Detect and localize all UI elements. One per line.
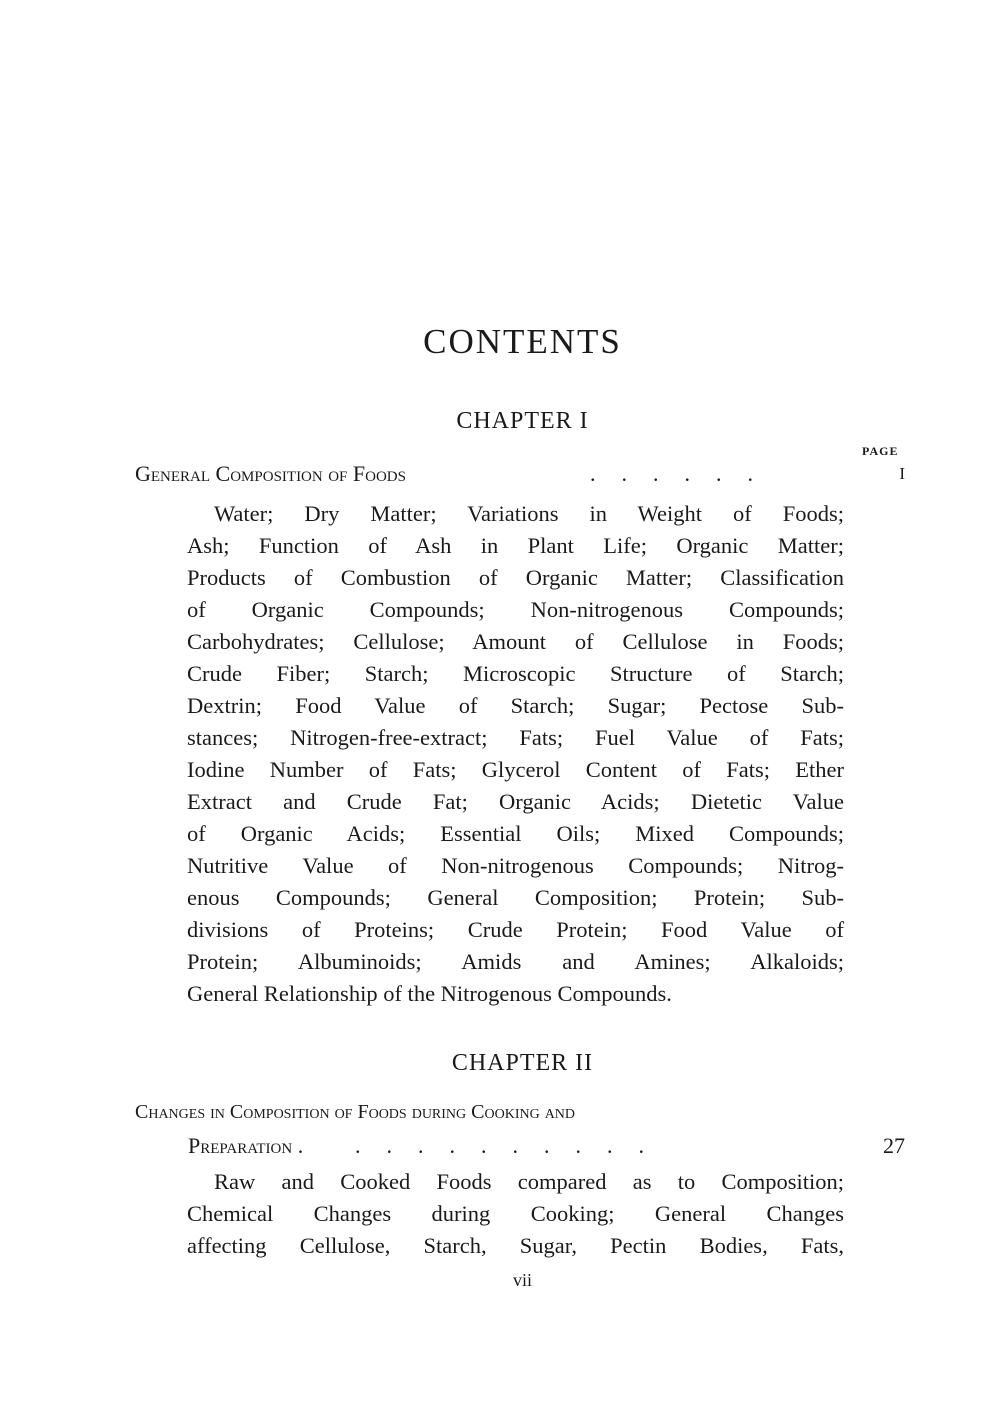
- chapter-2-summary: [187, 1166, 844, 1262]
- summary-line: Ash; Function of Ash in Plant Life; Organic Matter;: [187, 533, 844, 558]
- chapter-2-page-number: 27: [883, 1133, 905, 1158]
- summary-line: Water; Dry Matter; Variations in Weight of Foods;: [214, 501, 844, 526]
- summary-line: Dextrin; Food Value of Starch; Sugar; Pectose Sub-: [187, 693, 844, 718]
- chapter-2-entry-title: Changes in Composition of Foods during Cooking and: [135, 1101, 576, 1123]
- chapter-1-entry[interactable]: [135, 461, 905, 487]
- leader-dots: ..........: [355, 1133, 670, 1158]
- summary-line: Crude Fiber; Starch; Microscopic Structure of Starch;: [187, 661, 844, 686]
- page-title: CONTENTS: [423, 322, 622, 361]
- summary-line: Chemical Changes during Cooking; General Changes: [187, 1201, 844, 1226]
- chapter-2-entry[interactable]: [135, 1101, 905, 1124]
- summary-line: Raw and Cooked Foods compared as to Composition;: [214, 1169, 844, 1194]
- chapter-1-heading: CHAPTER I: [456, 408, 589, 434]
- summary-line: of Organic Acids; Essential Oils; Mixed Compounds;: [187, 821, 844, 846]
- summary-line: enous Compounds; General Composition; Protein; Sub-: [187, 885, 844, 910]
- summary-line: Carbohydrates; Cellulose; Amount of Cellulose in Foods;: [187, 629, 844, 654]
- summary-line: of Organic Compounds; Non-nitrogenous Compounds;: [187, 597, 844, 622]
- summary-line: Products of Combustion of Organic Matter; Classification: [187, 565, 844, 590]
- chapter-2-entry-title-line2: Preparation .: [188, 1133, 304, 1158]
- chapter-2-heading: CHAPTER II: [451, 1050, 594, 1076]
- chapter-1-summary: [187, 498, 844, 1010]
- summary-line: Nutritive Value of Non-nitrogenous Compounds; Nitrog-: [187, 853, 844, 878]
- page-folio: vii: [512, 1270, 532, 1290]
- leader-dots: ......: [590, 461, 779, 486]
- summary-line: divisions of Proteins; Crude Protein; Food Value of: [187, 917, 844, 942]
- summary-line: General Relationship of the Nitrogenous Compounds.: [187, 981, 672, 1006]
- summary-line: Iodine Number of Fats; Glycerol Content of Fats; Ether: [187, 757, 844, 782]
- summary-line: Protein; Albuminoids; Amids and Amines; Alkaloids;: [187, 949, 844, 974]
- summary-line: affecting Cellulose, Starch, Sugar, Pectin Bodies, Fats,: [187, 1233, 844, 1258]
- chapter-1-page-number: I: [899, 464, 905, 483]
- summary-line: Extract and Crude Fat; Organic Acids; Dietetic Value: [187, 789, 844, 814]
- summary-line: stances; Nitrogen-free-extract; Fats; Fuel Value of Fats;: [187, 725, 844, 750]
- page-column-label: PAGE: [862, 444, 899, 458]
- chapter-1-entry-title: General Composition of Foods: [135, 461, 406, 486]
